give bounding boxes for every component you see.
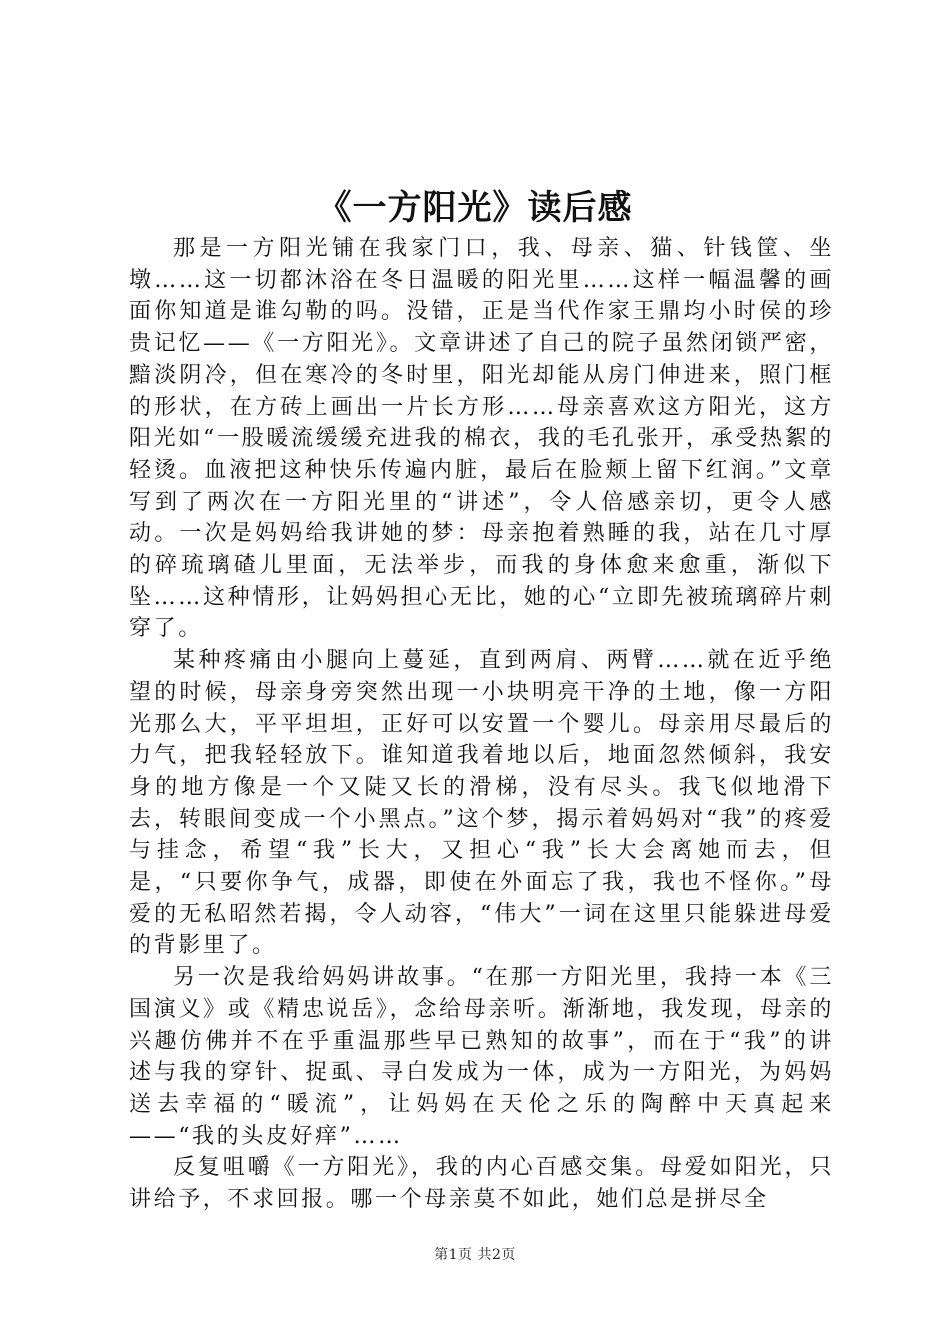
paragraph: 另一次是我给妈妈讲故事。“在那一方阳光里，我持一本《三国演义》或《精忠说岳》，念给母亲听。渐渐地，我发现，母亲的兴趣仿佛并不在乎重温那些早已熟知的故事”，而在于“我”的讲述与我的穿针、捉虱、寻白发成为一体，成为一方阳光，为妈妈送去幸福的“暖流”，让妈妈在天伦之乐的陶醉中天真起来——“我的头皮好痒”…… bbox=[129, 965, 834, 1149]
paragraph: 某种疼痛由小腿向上蔓延，直到两肩、两臂……就在近乎绝望的时候，母亲身旁突然出现一小块明亮干净的土地，像一方阳光那么大，平平坦坦，正好可以安置一个婴儿。母亲用尽最后的力气，把我轻轻放下。谁知道我着地以后，地面忽然倾斜，我安身的地方像是一个又陡又长的滑梯，没有尽头。我飞似地滑下去，转眼间变成一个小黑点。”这个梦，揭示着妈妈对“我”的疼爱与挂念，希望“我”长大，又担心“我”长大会离她而去，但是，“只要你争气，成器，即使在外面忘了我，我也不怪你。”母爱的无私昭然若揭，令人动容，“伟大”一词在这里只能躲进母爱的背影里了。 bbox=[129, 648, 834, 959]
document-title: 《一方阳光》读后感 bbox=[317, 188, 633, 228]
paragraph: 那是一方阳光铺在我家门口，我、母亲、猫、针钱筐、坐墩……这一切都沐浴在冬日温暖的阳光里……这样一幅温馨的画面你知道是谁勾勒的吗。没错，正是当代作家王鼎均小时侯的珍贵记忆——《一方阳光》。文章讲述了自己的院子虽然闭锁严密，黯淡阴冷，但在寒冷的冬时里，阳光却能从房门伸进来，照门框的形状，在方砖上画出一片长方形……母亲喜欢这方阳光，这方阳光如“一股暖流缓缓充进我的棉衣，我的毛孔张开，承受热絮的轻烫。血液把这种快乐传遍内脏，最后在脸颊上留下红润。”文章写到了两次在一方阳光里的“讲述”，令人倍感亲切，更令人感动。一次是妈妈给我讲她的梦：母亲抱着熟睡的我，站在几寸厚的碎琉璃碴儿里面，无法举步，而我的身体愈来愈重，渐似下坠……这种情形，让妈妈担心无比，她的心“立即先被琉璃碎片刺穿了。 bbox=[129, 236, 834, 642]
page-number-footer: 第1页 共2页 bbox=[434, 1247, 516, 1263]
document-body bbox=[129, 233, 834, 1216]
paragraph: 反复咀嚼《一方阳光》，我的内心百感交集。母爱如阳光，只讲给予，不求回报。哪一个母亲莫不如此，她们总是拼尽全 bbox=[129, 1155, 834, 1213]
